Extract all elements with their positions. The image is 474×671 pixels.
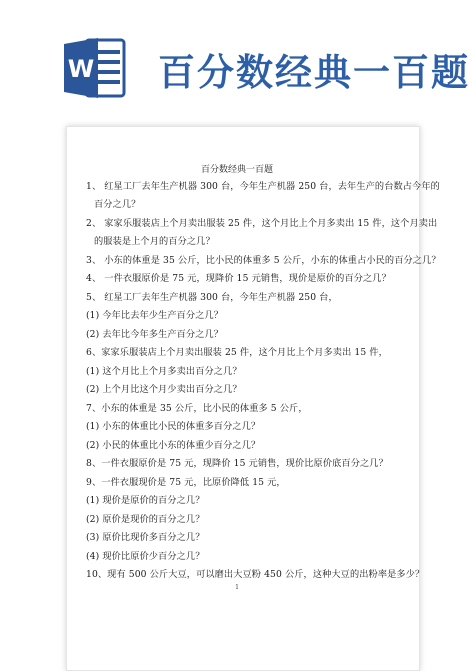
question-line: (2) 小民的体重比小东的体重少百分之几？ (86, 440, 261, 451)
question-line: (1) 今年比去年少生产百分之几？ (86, 310, 224, 321)
page-number: 1 (235, 584, 239, 591)
question-line: 3、 小东的体重是 35 公斤，比小民的体重多 5 公斤，小东的体重占小民的百分之几？ (86, 255, 441, 266)
question-line: (3) 原价比现价多百分之几？ (86, 532, 205, 543)
question-line: (1) 小东的体重比小民的体重多百分之几？ (86, 421, 261, 432)
question-line: 4、 一件衣服原价是 75 元，现降价 15 元销售，现价是原价的百分之几？ (86, 273, 391, 284)
question-line: 百分之几？ (94, 199, 141, 210)
question-line: (2) 去年比今年多生产百分之几？ (86, 329, 224, 340)
question-line: 6、家家乐服装店上个月卖出服装 25 件，这个月比上个月多卖出 15 件， (86, 347, 388, 358)
question-line: (1) 现价是原价的百分之几？ (86, 495, 205, 506)
banner (0, 0, 474, 118)
question-line: 的服装是上个月的百分之几？ (94, 236, 215, 247)
question-line: (2) 上个月比这个月少卖出百分之几？ (86, 384, 242, 395)
question-line: 1、 红星工厂去年生产机器 300 台，今年生产机器 250 台，去年生产的台数占今年的 (86, 181, 440, 192)
question-line: 5、 红星工厂去年生产机器 300 台，今年生产机器 250 台， (86, 292, 338, 303)
word-document-icon (62, 36, 128, 100)
question-line: 9、一件衣服现价是 75 元，比原价降低 15 元， (86, 477, 286, 488)
question-line: 7、小东的体重是 35 公斤，比小民的体重多 5 公斤， (86, 403, 308, 414)
question-line: (1) 这个月比上个月多卖出百分之几？ (86, 366, 242, 377)
question-line: (2) 原价是现价的百分之几？ (86, 514, 205, 525)
question-line: 10、现有 500 公斤大豆，可以磨出大豆粉 450 公斤，这种大豆的出粉率是多少？ (86, 569, 425, 580)
document-title: 百分数经典一百题 (200, 165, 273, 175)
question-line: 8、一件衣服原价是 75 元，现降价 15 元销售，现价比原价底百分之几？ (86, 458, 388, 469)
banner-title: 百分数经典一百题 (158, 51, 470, 94)
question-line: 2、 家家乐服装店上个月卖出服装 25 件，这个月比上个月多卖出 15 件，这个月卖出 (86, 218, 438, 229)
logo-letter: W (67, 55, 95, 83)
question-line: (4) 现价比原价少百分之几？ (86, 551, 205, 562)
